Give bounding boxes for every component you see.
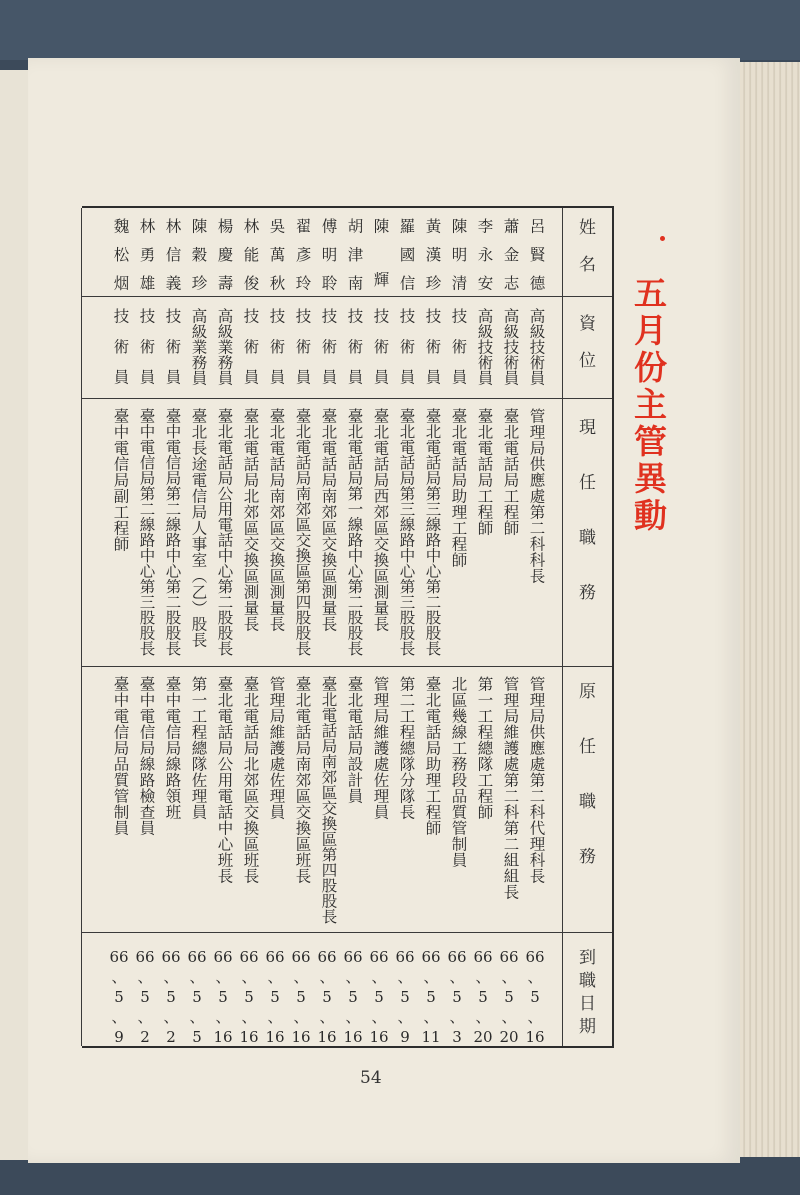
cell-rank: 技術員 <box>137 308 156 400</box>
cell-name: 林信義 <box>163 218 182 304</box>
cell-current-post: 臺北電話局第三線路中心第三股股長 <box>397 408 416 656</box>
header-divider <box>562 208 563 1046</box>
cell-name: 吳萬秋 <box>267 218 286 304</box>
cell-rank: 技術員 <box>111 308 130 400</box>
cell-name: 李永安 <box>475 218 494 304</box>
header-start-date: 到職日期 <box>575 948 595 1040</box>
cell-previous-post: 臺北電話局助理工程師 <box>423 676 442 836</box>
cell-start-date: 66 、 5 、 16 <box>369 948 389 1046</box>
cell-start-date: 66 、 5 、 20 <box>473 948 493 1046</box>
cell-current-post: 臺北電話局工程師 <box>501 408 520 536</box>
title-marker <box>660 236 665 241</box>
header-name: 姓名 <box>575 218 595 292</box>
header-rank: 資位 <box>575 314 595 388</box>
cell-rank: 技術員 <box>241 308 260 400</box>
cell-rank: 高級技術員 <box>527 308 546 386</box>
cell-start-date: 66 、 5 、 2 <box>135 948 155 1046</box>
cell-name: 陳輝 <box>371 218 390 325</box>
cell-name: 呂賢德 <box>527 218 546 304</box>
cell-previous-post: 臺北電話局公用電話中心班長 <box>215 676 234 884</box>
cell-rank: 技術員 <box>345 308 364 400</box>
cell-name: 陳穀珍 <box>189 218 208 304</box>
cell-previous-post: 臺中電信局線路領班 <box>163 676 182 820</box>
cell-rank: 技術員 <box>397 308 416 400</box>
cell-current-post: 臺北電話局第三線路中心第二股股長 <box>423 408 442 656</box>
cell-current-post: 臺北電話局工程師 <box>475 408 494 536</box>
cell-current-post: 臺北電話局助理工程師 <box>449 408 468 568</box>
page-title: 五月份主管異動 <box>629 276 668 535</box>
cell-name: 黃漢珍 <box>423 218 442 304</box>
cell-rank: 技術員 <box>293 308 312 400</box>
cell-current-post: 臺中電信局第二線路中心第二股股長 <box>163 408 182 656</box>
cell-start-date: 66 、 5 、 16 <box>213 948 233 1046</box>
row-divider-previous <box>82 932 612 933</box>
cell-rank: 技術員 <box>371 308 390 400</box>
table-left-border <box>81 208 82 1046</box>
cell-current-post: 臺北電話局西郊區交換區測量長 <box>371 408 390 632</box>
cell-name: 羅國信 <box>397 218 416 304</box>
header-previous-post: 原任職務 <box>575 682 595 902</box>
cell-start-date: 66 、 5 、 16 <box>525 948 545 1046</box>
cell-name: 魏松烟 <box>111 218 130 304</box>
cell-rank: 高級技術員 <box>501 308 520 386</box>
cell-start-date: 66 、 5 、 16 <box>343 948 363 1046</box>
cell-previous-post: 第一工程總隊工程師 <box>475 676 494 820</box>
cell-rank: 高級業務員 <box>189 308 208 386</box>
cell-name: 楊慶壽 <box>215 218 234 304</box>
cell-name: 蕭金志 <box>501 218 520 304</box>
cell-previous-post: 臺北電話局設計員 <box>345 676 364 804</box>
cell-name: 胡津南 <box>345 218 364 304</box>
cell-current-post: 臺北電話局南郊區交換區測量長 <box>319 408 338 632</box>
cell-start-date: 66 、 5 、 9 <box>109 948 129 1046</box>
cell-rank: 高級技術員 <box>475 308 494 386</box>
cell-previous-post: 臺北電話局南郊區交換區第四股股長 <box>319 676 338 924</box>
cell-start-date: 66 、 5 、 5 <box>187 948 207 1046</box>
page-edges <box>740 62 800 1157</box>
left-page-edge <box>0 70 29 1160</box>
header-current-post: 現任職務 <box>575 418 595 638</box>
cell-current-post: 臺中電信局第二線路中心第三股股長 <box>137 408 156 656</box>
cell-previous-post: 第二工程總隊分隊長 <box>397 676 416 820</box>
cell-start-date: 66 、 5 、 16 <box>239 948 259 1046</box>
cell-previous-post: 北區幾線工務段品質管制員 <box>449 676 468 868</box>
cell-start-date: 66 、 5 、 16 <box>317 948 337 1046</box>
row-divider-current <box>82 666 612 667</box>
cell-rank: 技術員 <box>267 308 286 400</box>
cell-name: 傅明聆 <box>319 218 338 304</box>
cell-name: 陳明清 <box>449 218 468 304</box>
book-cover-top <box>0 0 800 60</box>
cell-rank: 技術員 <box>423 308 442 400</box>
cell-name: 翟彥玲 <box>293 218 312 304</box>
page-number: 54 <box>360 1068 382 1088</box>
cell-previous-post: 管理局供應處第二科代理科長 <box>527 676 546 884</box>
cell-start-date: 66 、 5 、 3 <box>447 948 467 1046</box>
cell-rank: 技術員 <box>319 308 338 400</box>
cell-rank: 技術員 <box>449 308 468 400</box>
cell-start-date: 66 、 5 、 2 <box>161 948 181 1046</box>
cell-previous-post: 第一工程總隊佐理員 <box>189 676 208 820</box>
cell-current-post: 臺北長途電信局人事室（乙）股長 <box>189 408 208 648</box>
cell-current-post: 臺北電話局第一線路中心第二股股長 <box>345 408 364 656</box>
cell-start-date: 66 、 5 、 16 <box>291 948 311 1046</box>
cell-name: 林勇雄 <box>137 218 156 304</box>
cell-previous-post: 管理局維護處佐理員 <box>371 676 390 820</box>
cell-current-post: 臺北電話局南郊區交換區測量長 <box>267 408 286 632</box>
personnel-table <box>82 206 614 1048</box>
cell-start-date: 66 、 5 、 9 <box>395 948 415 1046</box>
cell-current-post: 臺北電話局北郊區交換區測量長 <box>241 408 260 632</box>
cell-rank: 技術員 <box>163 308 182 400</box>
cell-previous-post: 管理局維護處佐理員 <box>267 676 286 820</box>
cell-rank: 高級業務員 <box>215 308 234 386</box>
cell-start-date: 66 、 5 、 11 <box>421 948 441 1046</box>
cell-previous-post: 管理局維護處第二科第二組組長 <box>501 676 520 900</box>
cell-name: 林能俊 <box>241 218 260 304</box>
cell-start-date: 66 、 5 、 20 <box>499 948 519 1046</box>
cell-current-post: 臺中電信局副工程師 <box>111 408 130 552</box>
cell-previous-post: 臺北電話局南郊區交換區班長 <box>293 676 312 884</box>
cell-start-date: 66 、 5 、 16 <box>265 948 285 1046</box>
cell-previous-post: 臺北電話局北郊區交換區班長 <box>241 676 260 884</box>
cell-previous-post: 臺中電信局線路檢查員 <box>137 676 156 836</box>
cell-current-post: 臺北電話局公用電話中心第二股股長 <box>215 408 234 656</box>
cell-current-post: 臺北電話局南郊區交換區第四股股長 <box>293 408 312 656</box>
cell-previous-post: 臺中電信局品質管制員 <box>111 676 130 836</box>
cell-current-post: 管理局供應處第二科科長 <box>527 408 546 584</box>
